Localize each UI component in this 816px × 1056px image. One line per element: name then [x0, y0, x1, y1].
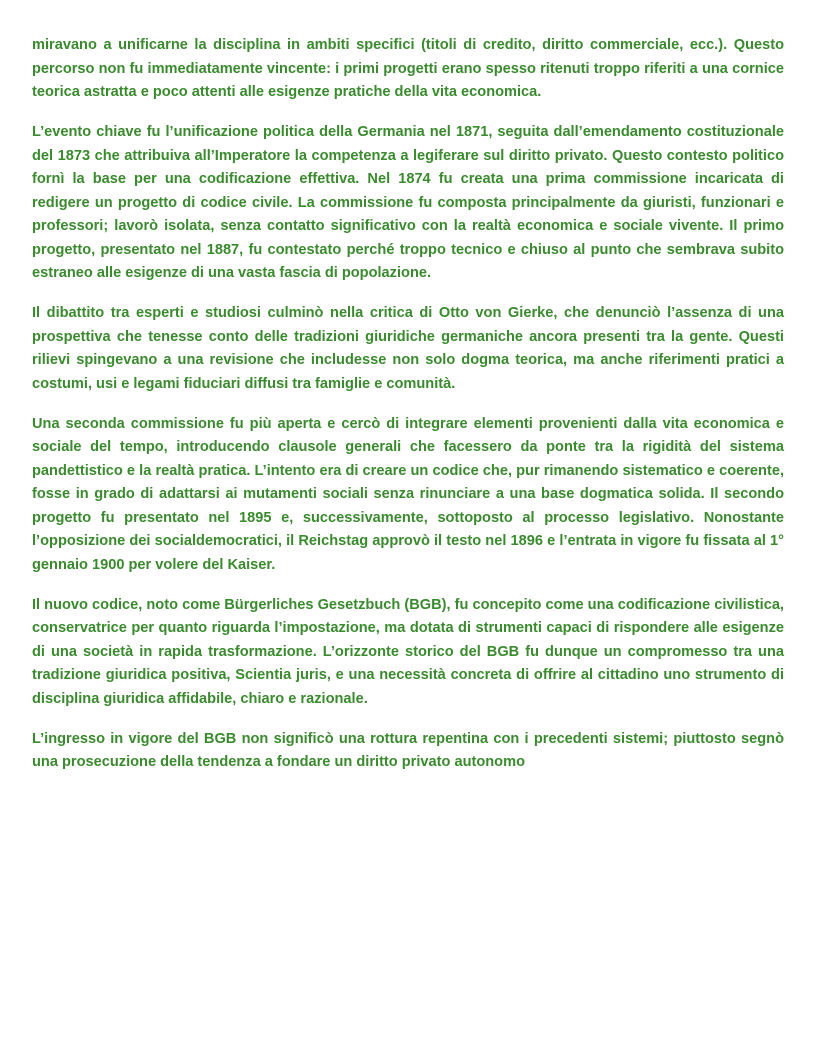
paragraph-4: Una seconda commissione fu più aperta e cercò di integrare elementi provenienti dalla vita economica e sociale del tempo, introducendo clausole generali che facessero da ponte tra la rigidità del sistema pandettistico e la realtà pratica. L’intento era di creare un codice che, pur rimanendo sistematico e coerente, fosse in grado di adattarsi ai mutamenti sociali senza rinunciare a una base dogmatica solida. Il secondo progetto fu presentato nel 1895 e, successivamente, sottoposto al processo legislativo. Nonostante l’opposizione dei socialdemocratici, il Reichstag approvò il testo nel 1896 e l’entrata in vigore fu fissata al 1° gennaio 1900 per volere del Kaiser.	[32, 415, 784, 573]
paragraph-1: miravano a unificarne la disciplina in ambiti specifici (titoli di credito, diritto commerciale, ecc.). Questo percorso non fu immediatamente vincente: i primi progetti erano spesso ritenuti troppo riferiti a una cornice teorica astratta e poco attenti alle esigenze pratiche della vita economica.	[32, 37, 784, 100]
document-page	[32, 34, 784, 791]
paragraph-6: L’ingresso in vigore del BGB non significò una rottura repentina con i precedenti sistemi; piuttosto segnò una prosecuzione della tendenza a fondare un diritto privato autonomo	[32, 730, 784, 770]
paragraph-3: Il dibattito tra esperti e studiosi culminò nella critica di Otto von Gierke, che denunciò l’assenza di una prospettiva che tenesse conto delle tradizioni giuridiche germaniche ancora presenti tra la gente. Questi rilievi spingevano a una revisione che includesse non solo dogma teorica, ma anche riferimenti pratici a costumi, usi e legami fiduciari diffusi tra famiglie e comunità.	[32, 305, 784, 392]
paragraph-2: L’evento chiave fu l’unificazione politica della Germania nel 1871, seguita dall’emendamento costituzionale del 1873 che attribuiva all’Imperatore la competenza a legiferare sul diritto privato. Questo contesto politico fornì la base per una codificazione effettiva. Nel 1874 fu creata una prima commissione incaricata di redigere un progetto di codice civile. La commissione fu composta principalmente da giuristi, funzionari e professori; lavorò isolata, senza contatto significativo con la realtà economica e sociale vivente. Il primo progetto, presentato nel 1887, fu contestato perché troppo tecnico e chiuso al punto che sembrava subito estraneo alle esigenze di una vasta fascia di popolazione.	[32, 124, 784, 281]
paragraph-5: Il nuovo codice, noto come Bürgerliches Gesetzbuch (BGB), fu concepito come una codificazione civilistica, conservatrice per quanto riguarda l’impostazione, ma dotata di strumenti capaci di rispondere alle esigenze di una società in rapida trasformazione. L’orizzonte storico del BGB fu dunque un compromesso tra una tradizione giuridica positiva, Scientia juris, e una necessità concreta di offrire al cittadino uno strumento di disciplina giuridica affidabile, chiaro e razionale.	[32, 596, 784, 707]
